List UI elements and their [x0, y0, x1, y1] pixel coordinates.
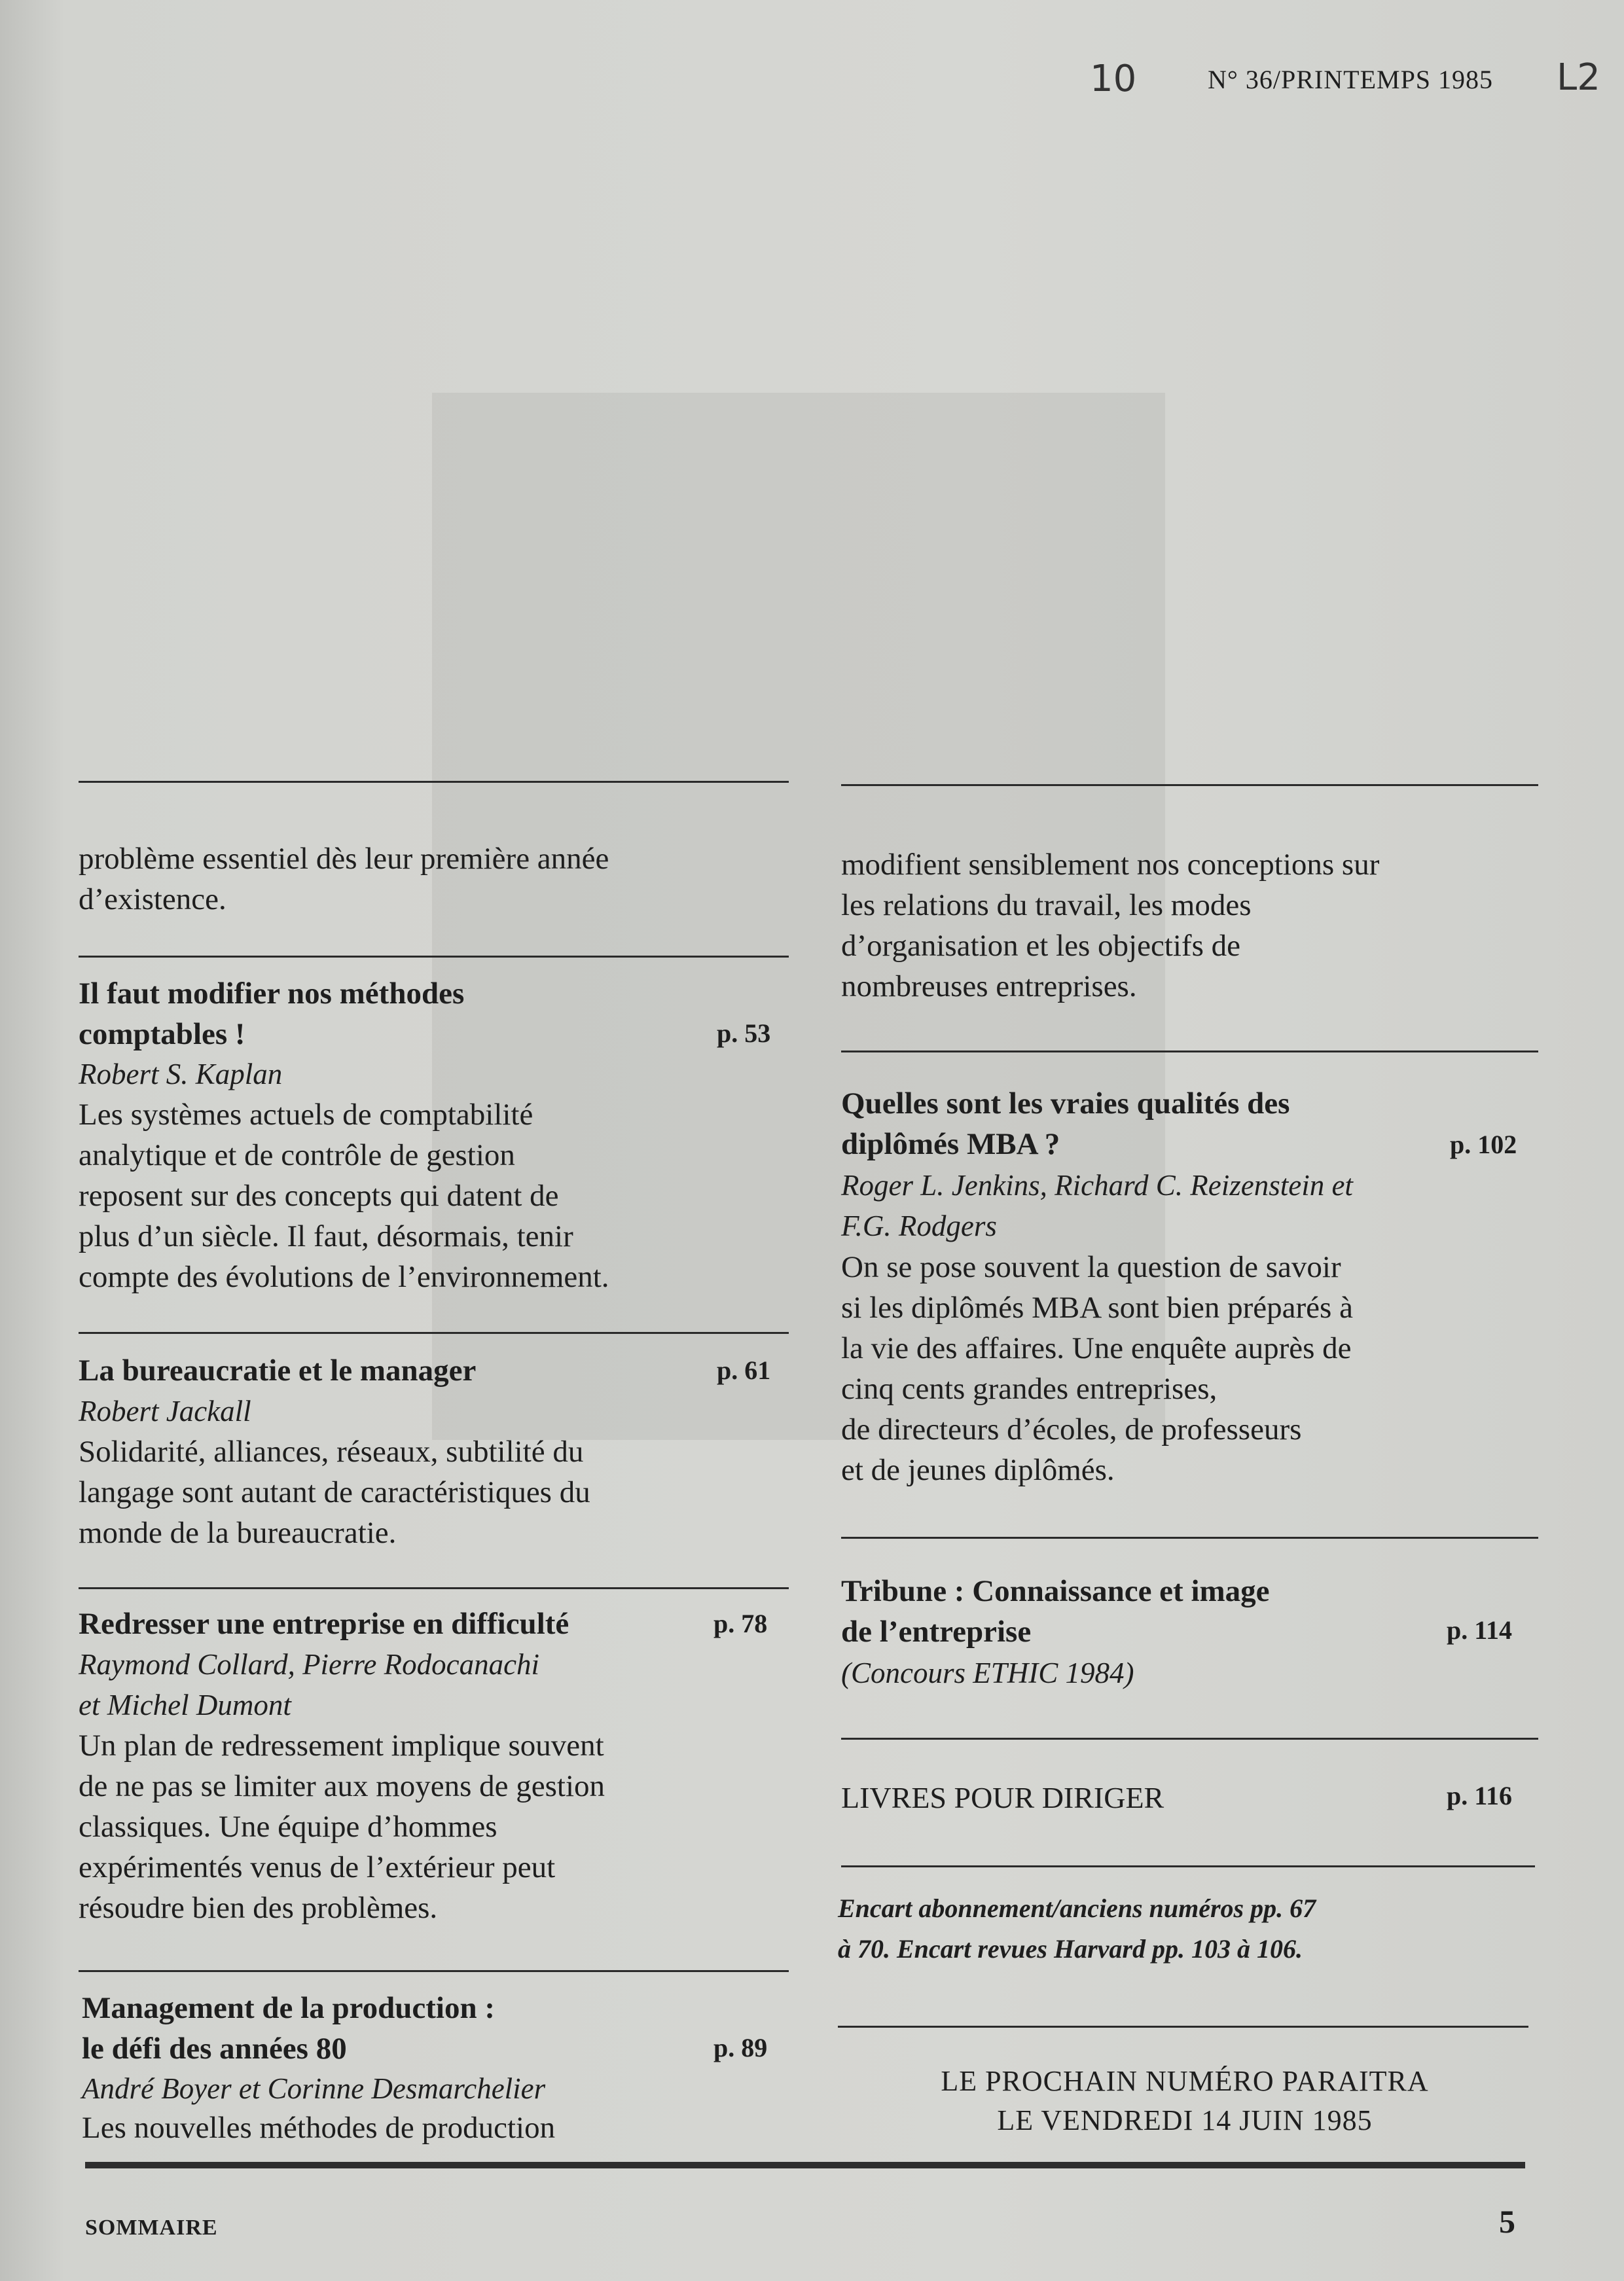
- title-line: de l’entreprise: [841, 1615, 1032, 1649]
- text-line: et de jeunes diplômés.: [841, 1453, 1115, 1487]
- rule: [79, 1970, 789, 1972]
- bleed-through-text: [65, 92, 76, 140]
- text-line: compte des évolutions de l’environnement.: [79, 1260, 609, 1294]
- handwritten-note-right: L2: [1557, 56, 1600, 99]
- rule: [841, 1537, 1538, 1539]
- text-line: expérimentés venus de l’extérieur peut: [79, 1850, 556, 1884]
- rule: [841, 1738, 1538, 1740]
- text-line: de directeurs d’écoles, de professeurs: [841, 1412, 1302, 1446]
- issue-label: N° 36/PRINTEMPS 1985: [1208, 65, 1494, 94]
- footer-rule: [85, 2162, 1525, 2168]
- article-summary: Les nouvelles méthodes de production: [82, 2111, 556, 2145]
- text-line: classiques. Une équipe d’hommes: [79, 1810, 497, 1844]
- rule: [841, 1865, 1535, 1867]
- title-line: comptables !: [79, 1017, 245, 1051]
- text-line: nombreuses entreprises.: [841, 969, 1137, 1003]
- article-summary: [841, 1247, 1353, 1490]
- article-page: p. 53: [717, 1018, 771, 1048]
- article-summary: [79, 1431, 590, 1553]
- text-line: Encart abonnement/anciens numéros pp. 67: [838, 1894, 1316, 1923]
- rule: [79, 781, 789, 783]
- page-number: 5: [1499, 2203, 1515, 2240]
- article-page: p. 78: [713, 1609, 768, 1638]
- text-line: cinq cents grandes entreprises,: [841, 1372, 1218, 1406]
- text-line: plus d’un siècle. Il faut, désormais, tenir: [79, 1219, 573, 1253]
- right-intro: [841, 844, 1379, 1007]
- article-title[interactable]: La bureaucratie et le manager: [79, 1354, 477, 1388]
- article-page: p. 61: [717, 1356, 771, 1385]
- text-line: analytique et de contrôle de gestion: [79, 1138, 515, 1172]
- article-author: André Boyer et Corinne Desmarchelier: [82, 2072, 546, 2105]
- article-page: p. 89: [713, 2033, 768, 2062]
- text-line: reposent sur des concepts qui datent de: [79, 1179, 559, 1213]
- text-line: d’existence.: [79, 882, 226, 916]
- title-line: diplômés MBA ?: [841, 1127, 1060, 1161]
- text-line: LE VENDREDI 14 JUIN 1985: [997, 2104, 1373, 2136]
- article-page: p. 102: [1450, 1130, 1517, 1159]
- rule: [841, 1051, 1538, 1052]
- rule: [841, 784, 1538, 786]
- author-line: Raymond Collard, Pierre Rodocanachi: [79, 1648, 540, 1681]
- next-issue-notice: [838, 2062, 1532, 2140]
- section-label: SOMMAIRE: [85, 2216, 218, 2240]
- text-line: On se pose souvent la question de savoir: [841, 1250, 1341, 1284]
- title-line: Management de la production :: [82, 1991, 496, 2025]
- text-line: langage sont autant de caractéristiques du: [79, 1475, 590, 1509]
- article-author: [841, 1165, 1353, 1246]
- handwritten-note-left: 10: [1090, 58, 1137, 100]
- article-title[interactable]: [841, 1571, 1270, 1652]
- article-author: Robert Jackall: [79, 1395, 251, 1428]
- books-page: p. 116: [1447, 1781, 1513, 1810]
- author-line: et Michel Dumont: [79, 1689, 291, 1721]
- author-line: Roger L. Jenkins, Richard C. Reizenstein et: [841, 1169, 1353, 1202]
- text-line: monde de la bureaucratie.: [79, 1516, 397, 1550]
- article-author: Robert S. Kaplan: [79, 1058, 283, 1090]
- article-summary: [79, 1725, 605, 1928]
- article-title[interactable]: [79, 973, 464, 1054]
- text-line: Solidarité, alliances, réseaux, subtilité du: [79, 1435, 584, 1469]
- rule: [79, 1587, 789, 1589]
- left-intro: [79, 838, 609, 920]
- title-line: Tribune : Connaissance et image: [841, 1574, 1270, 1608]
- rule: [838, 2026, 1528, 2028]
- insert-note: [838, 1888, 1316, 1969]
- text-line: de ne pas se limiter aux moyens de gestion: [79, 1769, 605, 1803]
- rule: [79, 1332, 789, 1334]
- text-line: résoudre bien des problèmes.: [79, 1891, 438, 1925]
- rule: [79, 956, 789, 958]
- article-title[interactable]: [82, 1988, 495, 2069]
- article-title[interactable]: Redresser une entreprise en difficulté: [79, 1607, 569, 1641]
- title-line: Il faut modifier nos méthodes: [79, 977, 465, 1011]
- text-line: d’organisation et les objectifs de: [841, 929, 1240, 963]
- article-author: (Concours ETHIC 1984): [841, 1657, 1134, 1689]
- author-line: F.G. Rodgers: [841, 1210, 997, 1242]
- title-line: Quelles sont les vraies qualités des: [841, 1087, 1290, 1121]
- article-title[interactable]: [841, 1083, 1290, 1164]
- text-line: LE PROCHAIN NUMÉRO PARAITRA: [941, 2065, 1429, 2097]
- title-line: le défi des années 80: [82, 2032, 347, 2066]
- text-line: problème essentiel dès leur première année: [79, 842, 609, 876]
- article-summary: [79, 1094, 609, 1297]
- article-author: [79, 1644, 539, 1725]
- text-line: Un plan de redressement implique souvent: [79, 1729, 604, 1763]
- text-line: à 70. Encart revues Harvard pp. 103 à 106.: [838, 1934, 1303, 1964]
- article-page: p. 114: [1447, 1615, 1513, 1645]
- text-line: la vie des affaires. Une enquête auprès de: [841, 1331, 1352, 1365]
- text-line: les relations du travail, les modes: [841, 888, 1252, 922]
- text-line: si les diplômés MBA sont bien préparés à: [841, 1291, 1353, 1325]
- text-line: modifient sensiblement nos conceptions sur: [841, 848, 1380, 882]
- text-line: Les systèmes actuels de comptabilité: [79, 1098, 533, 1132]
- books-section-title[interactable]: LIVRES POUR DIRIGER: [841, 1781, 1164, 1814]
